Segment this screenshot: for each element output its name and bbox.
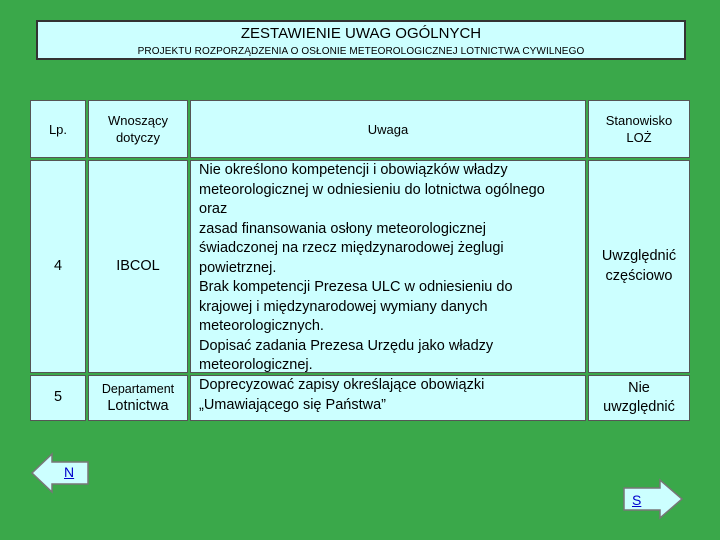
row-5-stanowisko — [588, 375, 690, 421]
uwaga-line: meteorologicznych. — [199, 318, 324, 334]
row-4-uwaga — [190, 160, 586, 373]
row-4-lp: 4 — [30, 160, 86, 373]
uwaga-line: powietrznej. — [199, 259, 277, 276]
header-wnoszacy — [88, 100, 188, 158]
row-5-stanowisko-line1: Nie — [628, 379, 650, 396]
left-arrow-icon — [30, 452, 90, 494]
next-label[interactable]: S — [632, 492, 642, 508]
row-5-uwaga — [190, 375, 586, 421]
row-4-stanowisko-line1: Uwzględnić — [601, 248, 677, 264]
uwaga-line: świadczonej na rzecz międzynarodowej żeglugi — [199, 240, 504, 256]
uwaga-line: oraz — [199, 201, 228, 217]
header-stanowisko-line1: Stanowisko — [605, 113, 673, 128]
uwaga-line: Nie określono kompetencji i obowiązków władzy — [199, 162, 508, 178]
header-lp: Lp. — [30, 100, 86, 158]
header-uwaga: Uwaga — [190, 100, 586, 158]
uwaga-line: meteorologicznej. — [199, 357, 313, 373]
uwaga-line: krajowej i międzynarodowej wymiany danych — [199, 298, 488, 315]
row-5-wnoszacy-line1: Departament — [101, 381, 175, 396]
uwaga-line: Doprecyzować zapisy określające obowiązki — [199, 377, 485, 393]
prev-label[interactable]: N — [64, 464, 75, 480]
row-5-stanowisko-line2: uwzględnić — [603, 399, 675, 415]
page-title: ZESTAWIENIE UWAG OGÓLNYCH — [240, 25, 482, 42]
uwaga-line: zasad finansowania osłony meteorologicznej — [199, 220, 486, 237]
header-wnoszacy-line1: Wnoszący — [108, 113, 168, 128]
uwaga-line: meteorologicznej w odniesieniu do lotnictwa ogólnego — [199, 181, 545, 198]
row-5-wnoszacy — [88, 375, 188, 421]
row-4-wnoszacy: IBCOL — [88, 160, 188, 373]
uwaga-line: „Umawiającego się Państwa” — [199, 396, 386, 413]
row-4-stanowisko — [588, 160, 690, 373]
row-5-lp: 5 — [30, 375, 86, 421]
header-wnoszacy-line2: dotyczy — [115, 130, 161, 145]
uwaga-line: Brak kompetencji Prezesa ULC w odniesieniu do — [199, 279, 513, 295]
page-subtitle: PROJEKTU ROZPORZĄDZENIA O OSŁONIE METEOROLOGICZNEJ LOTNICTWA CYWILNEGO — [137, 46, 585, 57]
row-5-wnoszacy-line2: Lotnictwa — [107, 397, 169, 414]
uwaga-line: Dopisać zadania Prezesa Urzędu jako władzy — [199, 337, 494, 354]
header-stanowisko-line2: LOŻ — [626, 130, 652, 145]
row-4-stanowisko-line2: częściowo — [605, 267, 673, 284]
prev-arrow-button[interactable] — [30, 452, 90, 494]
title-box — [36, 20, 686, 60]
header-stanowisko — [588, 100, 690, 158]
